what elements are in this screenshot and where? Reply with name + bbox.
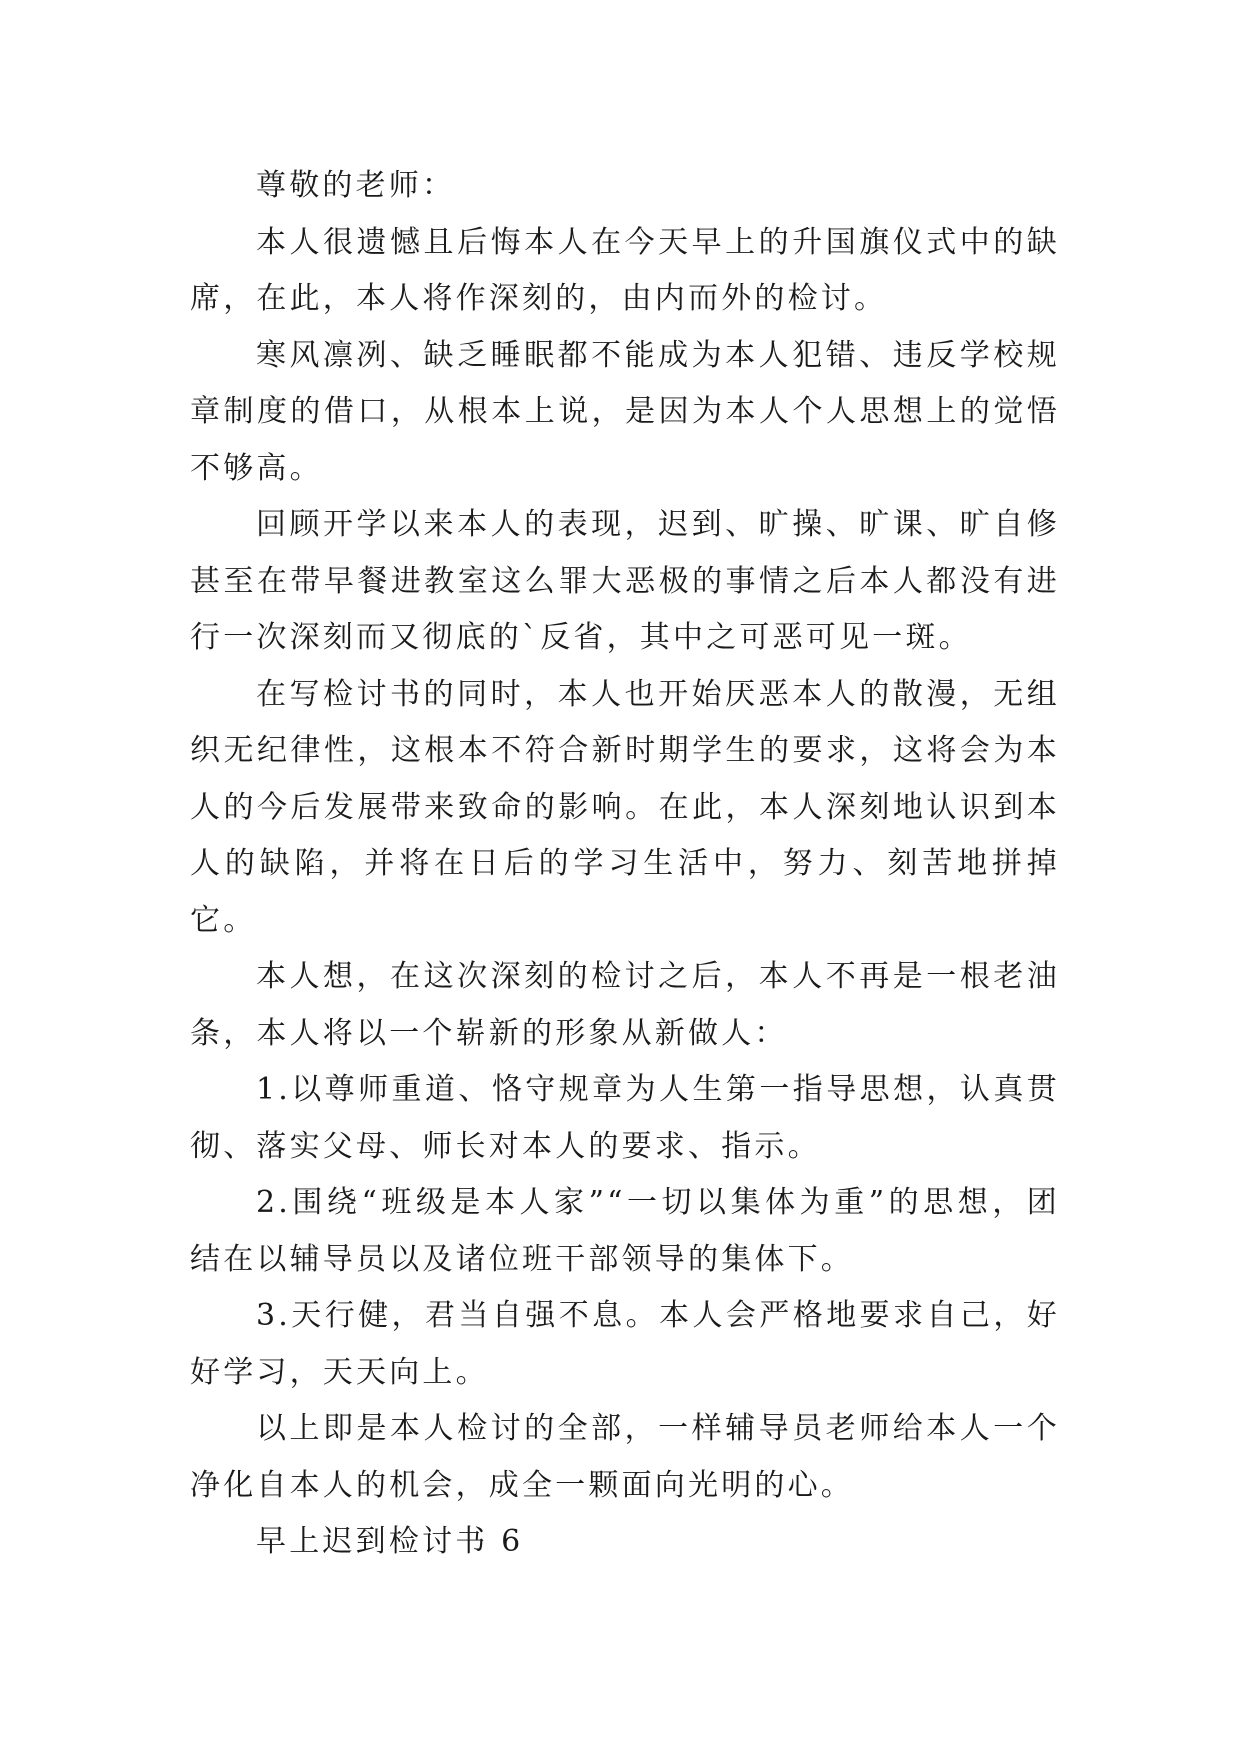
list-item: 1.以尊师重道、恪守规章为人生第一指导思想，认真贯彻、落实父母、师长对本人的要求、指示。 — [190, 1072, 1060, 1164]
list-item: 2.围绕“班级是本人家”“一切以集体为重”的思想，团结在以辅导员以及诸位班干部领导的集体下。 — [190, 1185, 1060, 1277]
salutation: 尊敬的老师： — [256, 168, 456, 203]
paragraph: 在写检讨书的同时，本人也开始厌恶本人的散漫，无组织无纪律性，这根本不符合新时期学生的要求，这将会为本人的今后发展带来致命的影响。在此，本人深刻地认识到本人的缺陷，并将在日后的学习生活中，努力、刻苦地拼掉它。 — [190, 676, 1060, 938]
paragraph: 本人很遗憾且后悔本人在今天早上的升国旗仪式中的缺席，在此，本人将作深刻的，由内而外的检讨。 — [190, 224, 1060, 316]
section-heading: 早上迟到检讨书 6 — [256, 1524, 524, 1559]
document-body — [190, 158, 1060, 1571]
paragraph: 回顾开学以来本人的表现，迟到、旷操、旷课、旷自修甚至在带早餐进教室这么罪大恶极的事情之后本人都没有进行一次深刻而又彻底的`反省，其中之可恶可见一斑。 — [190, 507, 1060, 655]
paragraph: 本人想，在这次深刻的检讨之后，本人不再是一根老油条，本人将以一个崭新的形象从新做人： — [190, 959, 1060, 1051]
paragraph: 以上即是本人检讨的全部，一样辅导员老师给本人一个净化自本人的机会，成全一颗面向光明的心。 — [190, 1411, 1060, 1503]
list-item: 3.天行健，君当自强不息。本人会严格地要求自己，好好学习，天天向上。 — [190, 1298, 1060, 1390]
paragraph: 寒风凛冽、缺乏睡眠都不能成为本人犯错、违反学校规章制度的借口，从根本上说，是因为本人个人思想上的觉悟不够高。 — [190, 337, 1060, 486]
